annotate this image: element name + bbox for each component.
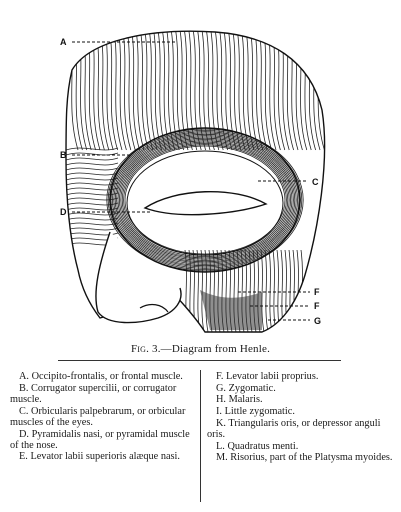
- hatch-stroke: [105, 30, 113, 150]
- hatch-stroke: [255, 30, 263, 150]
- hatch-stroke: [118, 30, 126, 150]
- legend-item-c: C. Orbicularis palpebrarum, or orbicular muscles of the eyes.: [10, 405, 186, 428]
- hatch-stroke: [299, 30, 307, 150]
- legend-item-f: F. Levator labii proprius.: [216, 371, 319, 382]
- hatch-stroke: [281, 30, 289, 150]
- legend-divider: [200, 370, 201, 502]
- legend-item-g: G. Zygomatic.: [216, 382, 276, 394]
- hatch-stroke: [140, 30, 148, 150]
- hatch-stroke: [242, 30, 250, 150]
- hatch-stroke: [114, 30, 122, 150]
- hatch-stroke: [70, 30, 78, 150]
- hatch-stroke: [66, 158, 118, 160]
- hatch-stroke: [264, 30, 272, 150]
- hatch-stroke: [66, 148, 118, 150]
- hatch-stroke: [330, 30, 338, 150]
- hatch-stroke: [66, 173, 118, 175]
- hatch-stroke: [127, 30, 135, 150]
- hatch-stroke: [286, 30, 294, 150]
- hatch-stroke: [312, 30, 320, 150]
- hatch-stroke: [325, 30, 333, 150]
- hatch-stroke: [66, 168, 118, 170]
- hatch-stroke: [101, 30, 109, 150]
- hatch-stroke: [66, 163, 118, 165]
- legend-item-d: D. Pyramidalis nasi, or pyramidal muscle of the nose.: [10, 428, 190, 451]
- legend-item-k: K. Triangularis oris, or depressor anguli oris.: [207, 417, 381, 441]
- hatch-stroke: [136, 30, 144, 150]
- hatch-stroke: [110, 30, 118, 150]
- hatch-stroke: [316, 30, 324, 150]
- legend-left-column: [10, 371, 196, 463]
- legend-item-e: E. Levator labii superioris alæque nasi.: [19, 451, 180, 463]
- figure-number: Fig. 3.: [130, 343, 161, 355]
- lip-region: [200, 290, 262, 330]
- hatch-stroke: [265, 250, 268, 332]
- caption-text: —Diagram from Henle.: [160, 343, 271, 355]
- hatch-stroke: [66, 178, 118, 180]
- hatch-stroke: [88, 30, 96, 150]
- hatch-stroke: [145, 30, 153, 150]
- legend-item-l: L. Quadratus menti.: [216, 440, 299, 452]
- label-d: D: [60, 207, 67, 217]
- hatch-stroke: [246, 30, 254, 150]
- label-f1: F: [314, 287, 320, 297]
- caption-rule: [58, 360, 341, 361]
- label-a: A: [60, 37, 67, 47]
- hatch-stroke: [259, 30, 267, 150]
- legend-item-b: B. Corrugator supercilii, or corrugator muscle.: [10, 382, 177, 405]
- hatch-stroke: [83, 30, 91, 150]
- hatch-stroke: [303, 30, 311, 150]
- label-b: B: [60, 150, 67, 160]
- label-f2: F: [314, 301, 320, 311]
- legend-right-column: [207, 371, 397, 464]
- label-g: G: [314, 316, 322, 326]
- hatch-stroke: [197, 250, 200, 332]
- label-c: C: [312, 177, 319, 187]
- hatch-stroke: [66, 228, 118, 230]
- eye-slit: [145, 192, 266, 215]
- legend-item-i: I. Little zygomatic.: [216, 406, 295, 418]
- hatch-stroke: [132, 30, 140, 150]
- legend-item-h: H. Malaris.: [216, 394, 263, 406]
- hatch-stroke: [162, 30, 170, 150]
- hatch-stroke: [277, 30, 285, 150]
- hatch-stroke: [123, 30, 131, 150]
- hatch-stroke: [294, 30, 302, 150]
- legend-item-m: M. Risorius, part of the Platysma myoides.: [216, 452, 393, 464]
- hatch-stroke: [66, 223, 118, 225]
- hatch-stroke: [154, 30, 162, 150]
- hatch-stroke: [66, 183, 118, 185]
- hatch-stroke: [158, 30, 166, 150]
- figure-caption: [0, 343, 401, 355]
- hatch-stroke: [79, 30, 87, 150]
- legend-item-a: A. Occipito-frontalis, or frontal muscle.: [19, 371, 183, 382]
- hatch-stroke: [290, 30, 298, 150]
- hatch-stroke: [250, 30, 258, 150]
- hatch-stroke: [149, 30, 157, 150]
- hatch-stroke: [74, 30, 82, 150]
